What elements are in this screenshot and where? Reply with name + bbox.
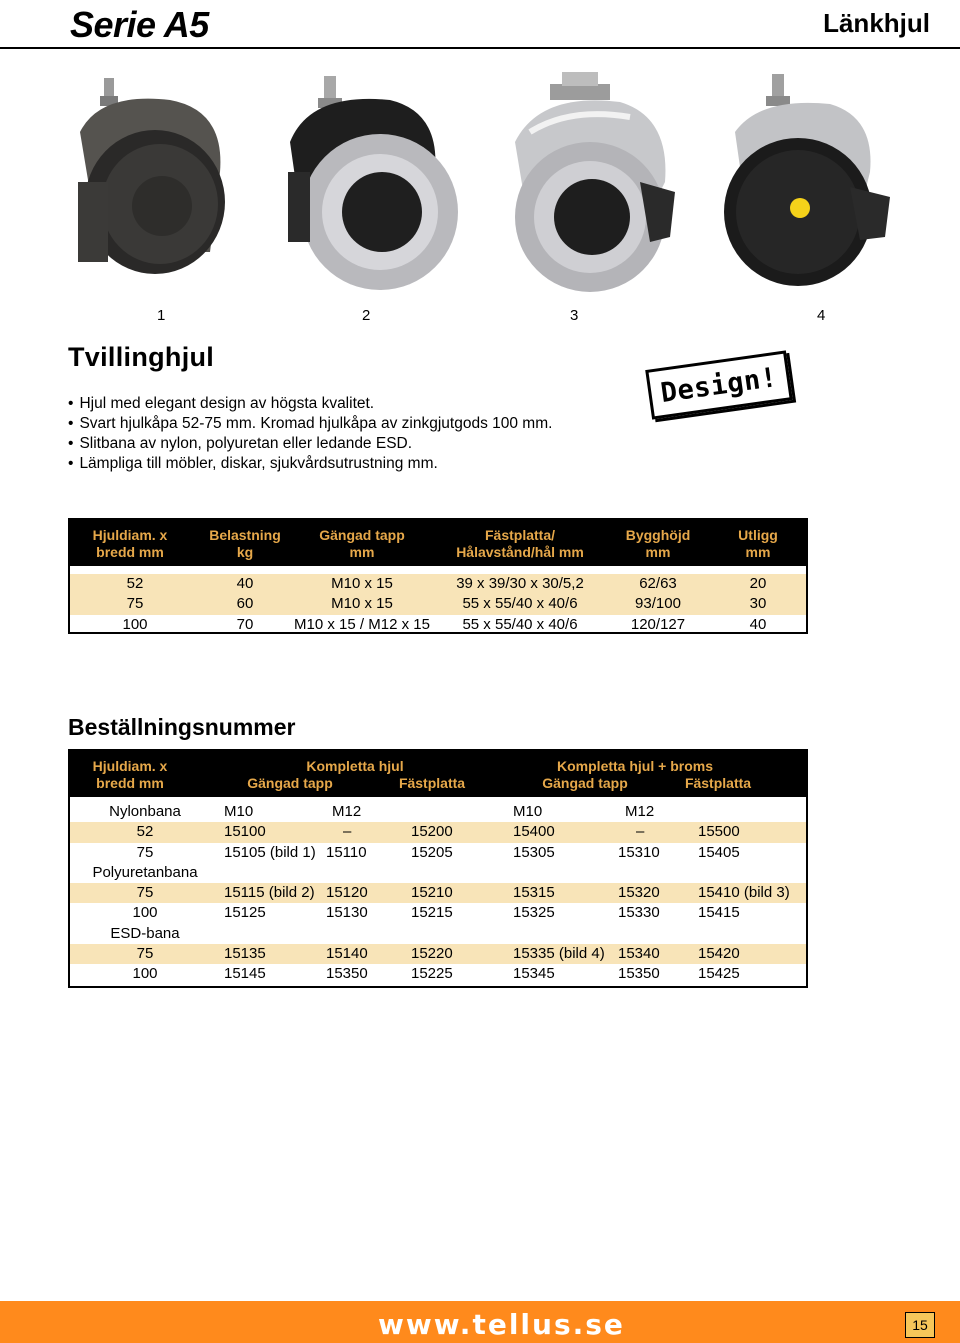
feature-list [68,394,552,474]
column-header: Fästplatta/ Hålavstånd/hål mm [456,527,584,560]
table-row: 75 15115 (bild 2) 15120 15210 15315 15320 15410 (bild 3) [70,883,806,903]
product-number: 3 [570,307,579,324]
column-header: Hjuldiam. x bredd mm [92,758,168,791]
table-row: 75 15105 (bild 1) 15110 15205 15305 15310 15405 [136,843,740,861]
table-row: 100 15145 15350 15225 15345 15350 15425 [132,965,740,983]
page-number: 15 [905,1312,935,1338]
spec-table [68,518,808,634]
column-header: Gängad tapp [542,775,628,791]
product-number: 2 [362,307,371,324]
table-header [70,751,806,797]
table-row: 52 40 M10 x 15 39 x 39/30 x 30/5,2 62/63 20 [70,574,806,594]
column-header: Fästplatta [684,775,752,791]
series-title: Serie A5 [70,4,209,45]
section-title: Tvillinghjul [68,342,215,372]
product-image-1 [60,62,260,297]
product-images [60,62,900,297]
design-badge [645,350,793,419]
column-header: Hjuldiam. x bredd mm [92,527,168,560]
column-header: Bygghöjd mm [625,527,691,560]
page-footer [0,1301,960,1343]
table-row: 75 15135 15140 15220 15335 (bild 4) 15340 15420 [70,944,806,964]
list-item: • Lämpliga till möbler, diskar, sjukvårdsutrustning mm. [68,454,552,474]
list-item: • Hjul med elegant design av högsta kvalitet. [68,394,552,414]
product-image-3 [490,62,690,297]
page-header [0,0,960,52]
product-number: 4 [817,307,826,324]
table-row: 52 15100 – 15200 15400 – 15500 [70,822,806,842]
order-title: Beställningsnummer [68,714,296,740]
header-rule [0,47,960,49]
table-row: Nylonbana M10 M12 M10 M12 [109,803,655,820]
group-header: Kompletta hjul [306,758,404,774]
list-item: • Svart hjulkåpa 52-75 mm. Kromad hjulkåpa av zinkgjutgods 100 mm. [68,414,552,434]
table-row: ESD-bana [110,924,180,942]
product-number: 1 [157,307,166,324]
table-row: Polyuretanbana [92,863,198,881]
table-row: 100 15125 15130 15215 15325 15330 15415 [132,904,740,922]
product-image-2 [270,62,470,297]
table-row: 75 60 M10 x 15 55 x 55/40 x 40/6 93/100 30 [70,594,806,614]
badge-label: Design! [658,361,780,409]
column-header: Utligg mm [738,527,778,560]
table-body [70,797,806,985]
table-header [70,520,806,566]
list-item: • Slitbana av nylon, polyuretan eller ledande ESD. [68,434,552,454]
column-header: Fästplatta [398,775,466,791]
website-link[interactable]: www.tellus.se [378,1308,625,1341]
product-image-4 [700,62,900,297]
column-header: Belastning kg [209,527,281,560]
table-body [70,566,806,635]
category-title: Länkhjul [823,8,930,38]
table-row: 100 70 M10 x 15 / M12 x 15 55 x 55/40 x 40/6 120/127 40 [122,615,767,633]
group-header: Kompletta hjul + broms [557,758,713,774]
order-table [68,749,808,988]
column-header: Gängad tapp mm [319,527,405,560]
column-header: Gängad tapp [247,775,333,791]
